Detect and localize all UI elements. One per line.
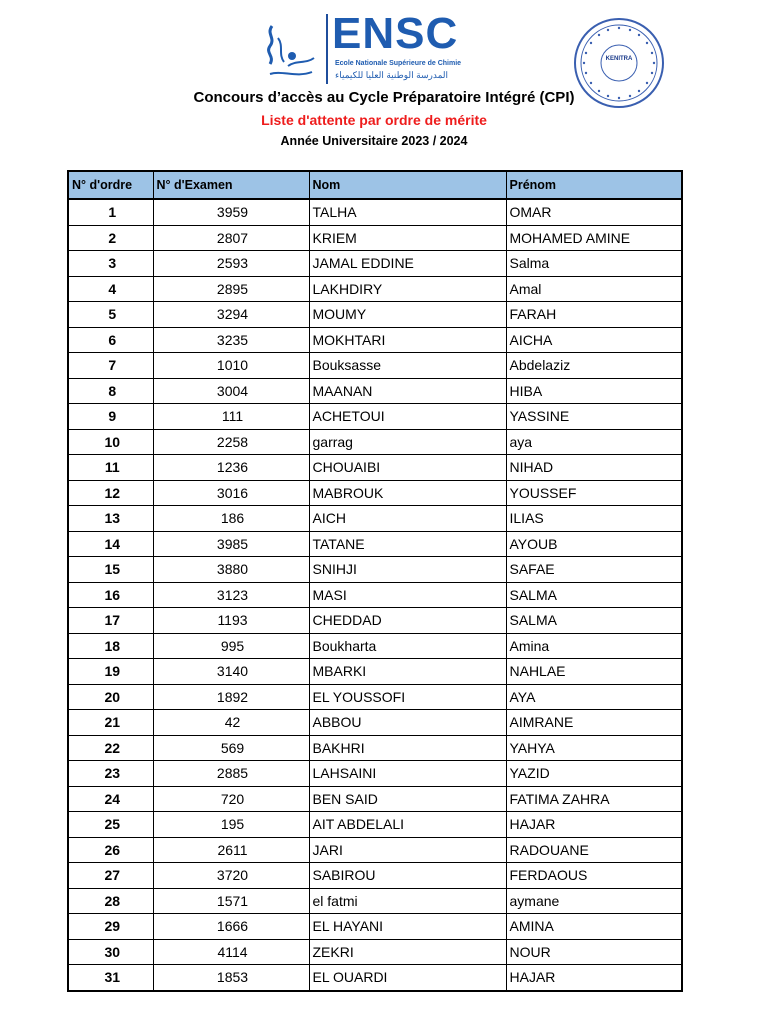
last-name-cell: MOKHTARI	[309, 327, 506, 353]
exam-number-cell: 3016	[153, 480, 309, 506]
order-cell: 4	[68, 276, 153, 302]
first-name-cell: AYOUB	[506, 531, 682, 557]
logo-divider	[326, 14, 328, 84]
exam-number-cell: 1010	[153, 353, 309, 379]
order-cell: 29	[68, 914, 153, 940]
exam-number-cell: 195	[153, 812, 309, 838]
waiting-list-table	[67, 170, 683, 992]
first-name-cell: FATIMA ZAHRA	[506, 786, 682, 812]
exam-number-cell: 1571	[153, 888, 309, 914]
last-name-cell: EL HAYANI	[309, 914, 506, 940]
last-name-cell: MAANAN	[309, 378, 506, 404]
ensc-logo	[332, 9, 462, 84]
ensc-logo-arabic: المدرسة الوطنية العليا للكيمياء	[335, 70, 449, 80]
order-cell: 25	[68, 812, 153, 838]
order-cell: 12	[68, 480, 153, 506]
last-name-cell: KRIEM	[309, 225, 506, 251]
first-name-cell: SALMA	[506, 608, 682, 634]
ensc-logo-title: ENSC	[332, 9, 459, 58]
university-logo	[262, 16, 326, 84]
order-cell: 27	[68, 863, 153, 889]
exam-number-cell: 3140	[153, 659, 309, 685]
order-cell: 2	[68, 225, 153, 251]
order-cell: 13	[68, 506, 153, 532]
first-name-cell: YAHYA	[506, 735, 682, 761]
exam-number-cell: 2807	[153, 225, 309, 251]
order-cell: 15	[68, 557, 153, 583]
exam-number-cell: 3235	[153, 327, 309, 353]
exam-number-cell: 720	[153, 786, 309, 812]
first-name-cell: AIMRANE	[506, 710, 682, 736]
table-body	[68, 199, 682, 991]
exam-number-cell: 1666	[153, 914, 309, 940]
exam-number-cell: 1853	[153, 965, 309, 991]
exam-number-cell: 1193	[153, 608, 309, 634]
last-name-cell: LAKHDIRY	[309, 276, 506, 302]
last-name-cell: TALHA	[309, 199, 506, 225]
first-name-cell: HAJAR	[506, 812, 682, 838]
first-name-cell: MOHAMED AMINE	[506, 225, 682, 251]
order-cell: 30	[68, 939, 153, 965]
table-row	[68, 761, 682, 787]
academic-year: Année Universitaire 2023 / 2024	[280, 134, 468, 148]
table-row	[68, 531, 682, 557]
order-cell: 5	[68, 302, 153, 328]
table-row	[68, 506, 682, 532]
first-name-cell: Abdelaziz	[506, 353, 682, 379]
first-name-cell: SAFAE	[506, 557, 682, 583]
exam-number-cell: 3880	[153, 557, 309, 583]
first-name-cell: Amina	[506, 633, 682, 659]
exam-number-cell: 3294	[153, 302, 309, 328]
order-cell: 16	[68, 582, 153, 608]
last-name-cell: JAMAL EDDINE	[309, 251, 506, 277]
first-name-cell: Amal	[506, 276, 682, 302]
table-row	[68, 659, 682, 685]
order-cell: 21	[68, 710, 153, 736]
first-name-cell: aymane	[506, 888, 682, 914]
last-name-cell: SNIHJI	[309, 557, 506, 583]
table-row	[68, 786, 682, 812]
header-last-name: Nom	[309, 171, 506, 199]
table-row	[68, 353, 682, 379]
first-name-cell: SALMA	[506, 582, 682, 608]
first-name-cell: HAJAR	[506, 965, 682, 991]
exam-number-cell: 3720	[153, 863, 309, 889]
first-name-cell: OMAR	[506, 199, 682, 225]
page-subtitle: Liste d'attente par ordre de mérite	[261, 112, 487, 128]
last-name-cell: TATANE	[309, 531, 506, 557]
order-cell: 23	[68, 761, 153, 787]
table-row	[68, 557, 682, 583]
order-cell: 31	[68, 965, 153, 991]
table-row	[68, 863, 682, 889]
order-cell: 22	[68, 735, 153, 761]
table-row	[68, 633, 682, 659]
table-row	[68, 888, 682, 914]
table-row	[68, 608, 682, 634]
table-row	[68, 429, 682, 455]
last-name-cell: AIT ABDELALI	[309, 812, 506, 838]
exam-number-cell: 4114	[153, 939, 309, 965]
order-cell: 9	[68, 404, 153, 430]
table-row	[68, 837, 682, 863]
exam-number-cell: 569	[153, 735, 309, 761]
first-name-cell: aya	[506, 429, 682, 455]
last-name-cell: el fatmi	[309, 888, 506, 914]
table-row	[68, 582, 682, 608]
ensc-logo-subtitle: Ecole Nationale Supérieure de Chimie	[335, 60, 462, 67]
exam-number-cell: 2611	[153, 837, 309, 863]
exam-number-cell: 3985	[153, 531, 309, 557]
exam-number-cell: 3004	[153, 378, 309, 404]
table-row	[68, 199, 682, 225]
exam-number-cell: 1892	[153, 684, 309, 710]
exam-number-cell: 2885	[153, 761, 309, 787]
first-name-cell: YAZID	[506, 761, 682, 787]
last-name-cell: EL OUARDI	[309, 965, 506, 991]
page-title: Concours d’accès au Cycle Préparatoire Intégré (CPI)	[193, 89, 575, 106]
order-cell: 26	[68, 837, 153, 863]
exam-number-cell: 2895	[153, 276, 309, 302]
exam-number-cell: 42	[153, 710, 309, 736]
order-cell: 14	[68, 531, 153, 557]
last-name-cell: Bouksasse	[309, 353, 506, 379]
table-row	[68, 480, 682, 506]
university-logo-icon	[262, 16, 326, 84]
header-order: N° d'ordre	[68, 171, 153, 199]
exam-number-cell: 186	[153, 506, 309, 532]
last-name-cell: MABROUK	[309, 480, 506, 506]
first-name-cell: AICHA	[506, 327, 682, 353]
page-header	[0, 0, 768, 165]
first-name-cell: NOUR	[506, 939, 682, 965]
table-header-row	[68, 171, 682, 199]
last-name-cell: ACHETOUI	[309, 404, 506, 430]
exam-number-cell: 3959	[153, 199, 309, 225]
first-name-cell: YASSINE	[506, 404, 682, 430]
first-name-cell: HIBA	[506, 378, 682, 404]
last-name-cell: Boukharta	[309, 633, 506, 659]
order-cell: 18	[68, 633, 153, 659]
last-name-cell: BEN SAID	[309, 786, 506, 812]
order-cell: 11	[68, 455, 153, 481]
order-cell: 3	[68, 251, 153, 277]
last-name-cell: CHEDDAD	[309, 608, 506, 634]
exam-number-cell: 1236	[153, 455, 309, 481]
table-row	[68, 684, 682, 710]
table-row	[68, 735, 682, 761]
first-name-cell: Salma	[506, 251, 682, 277]
last-name-cell: ABBOU	[309, 710, 506, 736]
first-name-cell: FARAH	[506, 302, 682, 328]
table-row	[68, 404, 682, 430]
first-name-cell: NIHAD	[506, 455, 682, 481]
table-row	[68, 225, 682, 251]
first-name-cell: AYA	[506, 684, 682, 710]
order-cell: 17	[68, 608, 153, 634]
order-cell: 6	[68, 327, 153, 353]
table-row	[68, 939, 682, 965]
order-cell: 8	[68, 378, 153, 404]
order-cell: 19	[68, 659, 153, 685]
order-cell: 7	[68, 353, 153, 379]
order-cell: 1	[68, 199, 153, 225]
last-name-cell: MASI	[309, 582, 506, 608]
header-first-name: Prénom	[506, 171, 682, 199]
order-cell: 24	[68, 786, 153, 812]
exam-number-cell: 995	[153, 633, 309, 659]
table-row	[68, 965, 682, 991]
last-name-cell: AICH	[309, 506, 506, 532]
first-name-cell: FERDAOUS	[506, 863, 682, 889]
last-name-cell: JARI	[309, 837, 506, 863]
first-name-cell: YOUSSEF	[506, 480, 682, 506]
first-name-cell: ILIAS	[506, 506, 682, 532]
last-name-cell: BAKHRI	[309, 735, 506, 761]
order-cell: 10	[68, 429, 153, 455]
last-name-cell: EL YOUSSOFI	[309, 684, 506, 710]
seal-text: KENITRA	[605, 56, 633, 62]
table-row	[68, 302, 682, 328]
table-row	[68, 812, 682, 838]
last-name-cell: CHOUAIBI	[309, 455, 506, 481]
last-name-cell: LAHSAINI	[309, 761, 506, 787]
table-row	[68, 276, 682, 302]
order-cell: 20	[68, 684, 153, 710]
table-row	[68, 914, 682, 940]
table-row	[68, 378, 682, 404]
last-name-cell: garrag	[309, 429, 506, 455]
exam-number-cell: 2258	[153, 429, 309, 455]
table-row	[68, 710, 682, 736]
exam-number-cell: 3123	[153, 582, 309, 608]
table-row	[68, 327, 682, 353]
last-name-cell: SABIROU	[309, 863, 506, 889]
exam-number-cell: 2593	[153, 251, 309, 277]
first-name-cell: RADOUANE	[506, 837, 682, 863]
exam-number-cell: 111	[153, 404, 309, 430]
last-name-cell: ZEKRI	[309, 939, 506, 965]
last-name-cell: MOUMY	[309, 302, 506, 328]
first-name-cell: NAHLAE	[506, 659, 682, 685]
header-exam-number: N° d'Examen	[153, 171, 309, 199]
table-row	[68, 251, 682, 277]
order-cell: 28	[68, 888, 153, 914]
table-row	[68, 455, 682, 481]
first-name-cell: AMINA	[506, 914, 682, 940]
last-name-cell: MBARKI	[309, 659, 506, 685]
